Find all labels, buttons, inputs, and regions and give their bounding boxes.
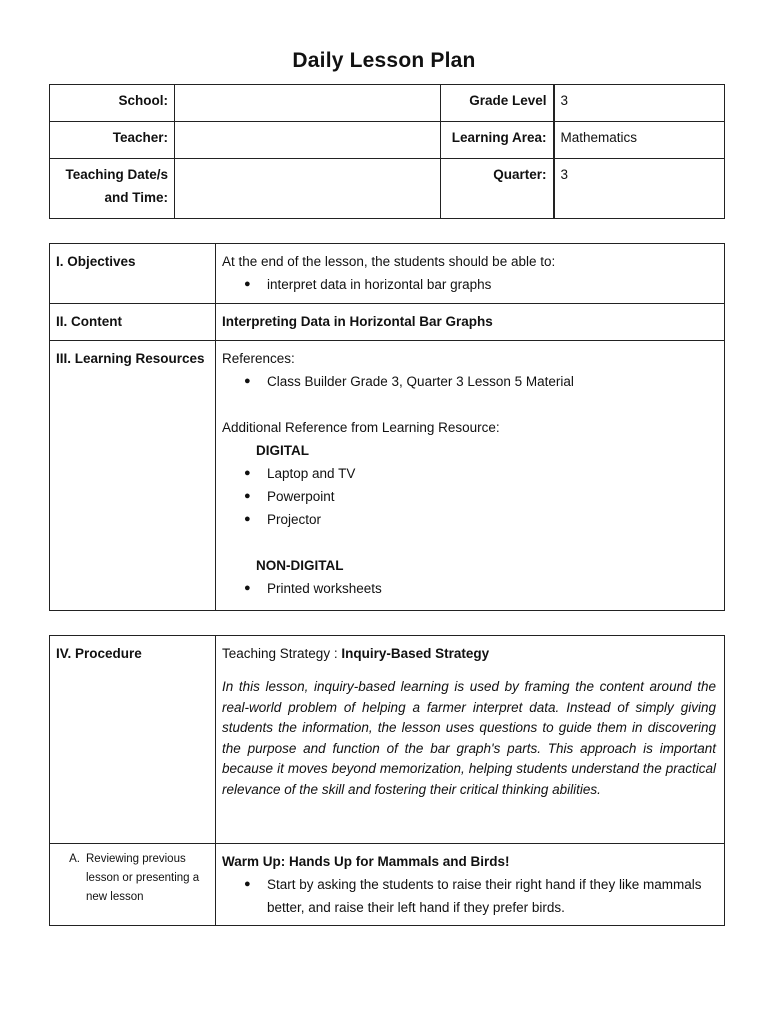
step-a-cell	[216, 844, 725, 926]
procedure-label: IV. Procedure	[50, 636, 216, 844]
content-label: II. Content	[50, 304, 216, 341]
digital-label: DIGITAL	[256, 443, 309, 458]
objectives-label: I. Objectives	[50, 244, 216, 304]
strategy-prefix: Teaching Strategy :	[222, 646, 342, 661]
grade-level-label: Grade Level	[441, 85, 554, 122]
list-item: ● interpret data in horizontal bar graphs	[222, 273, 718, 296]
content-row	[50, 304, 725, 341]
strategy-description: In this lesson, inquiry-based learning is used by framing the content around the real-world problem of helping a farmer interpret data. Instead of simply giving students the information, the lesson uses questions to guide them in discovering the purpose and function of the bar graph's parts. This approach is important because it moves beyond memorization, helping students understand the practical relevance of the skill and fostering their critical thinking abilities.	[222, 679, 716, 797]
content-value: Interpreting Data in Horizontal Bar Graphs	[216, 304, 725, 341]
learning-area-label: Learning Area:	[441, 122, 554, 159]
school-value	[175, 85, 441, 122]
teacher-value	[175, 122, 441, 159]
resources-row	[50, 341, 725, 611]
procedure-table	[49, 635, 725, 926]
non-digital-label: NON-DIGITAL	[256, 558, 344, 573]
teacher-label: Teacher:	[50, 122, 175, 159]
teaching-date-label	[50, 159, 175, 219]
warmup-list	[222, 873, 718, 919]
teaching-strategy-line	[222, 642, 718, 665]
grade-level-value: 3	[554, 85, 725, 122]
procedure-row	[50, 636, 725, 844]
step-a-text: Reviewing previous lesson or presenting a new lesson	[86, 853, 200, 903]
step-a-letter: A.	[69, 853, 80, 865]
lesson-sections-table	[49, 243, 725, 611]
strategy-name: Inquiry-Based Strategy	[341, 646, 490, 661]
teaching-date-label-line1: Teaching Date/s	[65, 167, 168, 182]
digital-list	[222, 462, 718, 531]
objectives-list	[222, 273, 718, 296]
quarter-label: Quarter:	[441, 159, 554, 219]
teaching-date-value	[175, 159, 441, 219]
learning-area-value: Mathematics	[554, 122, 725, 159]
references-label: References:	[222, 351, 295, 366]
list-item: ● Printed worksheets	[222, 577, 718, 600]
page-title: Daily Lesson Plan	[292, 49, 476, 72]
list-item: ● Laptop and TV	[222, 462, 718, 485]
list-item: ● Powerpoint	[222, 485, 718, 508]
list-item: ● Start by asking the students to raise their right hand if they like mammals better, and raise their left hand if they prefer birds.	[222, 873, 718, 919]
objectives-cell	[216, 244, 725, 304]
objectives-intro: At the end of the lesson, the students should be able to:	[222, 254, 556, 269]
references-list	[222, 370, 718, 393]
objectives-row	[50, 244, 725, 304]
non-digital-list	[222, 577, 718, 600]
header-info-table	[49, 84, 725, 219]
step-a-label	[50, 844, 216, 926]
quarter-value: 3	[554, 159, 725, 219]
list-item: ● Class Builder Grade 3, Quarter 3 Lesson 5 Material	[222, 370, 718, 393]
school-label: School:	[50, 85, 175, 122]
resources-label: III. Learning Resources	[50, 341, 216, 611]
step-a-row	[50, 844, 725, 926]
warmup-title: Warm Up: Hands Up for Mammals and Birds!	[222, 854, 510, 869]
procedure-cell	[216, 636, 725, 844]
teaching-date-label-line2: and Time:	[104, 190, 168, 205]
additional-reference-label: Additional Reference from Learning Resource:	[222, 420, 500, 435]
resources-cell	[216, 341, 725, 611]
list-item: ● Projector	[222, 508, 718, 531]
